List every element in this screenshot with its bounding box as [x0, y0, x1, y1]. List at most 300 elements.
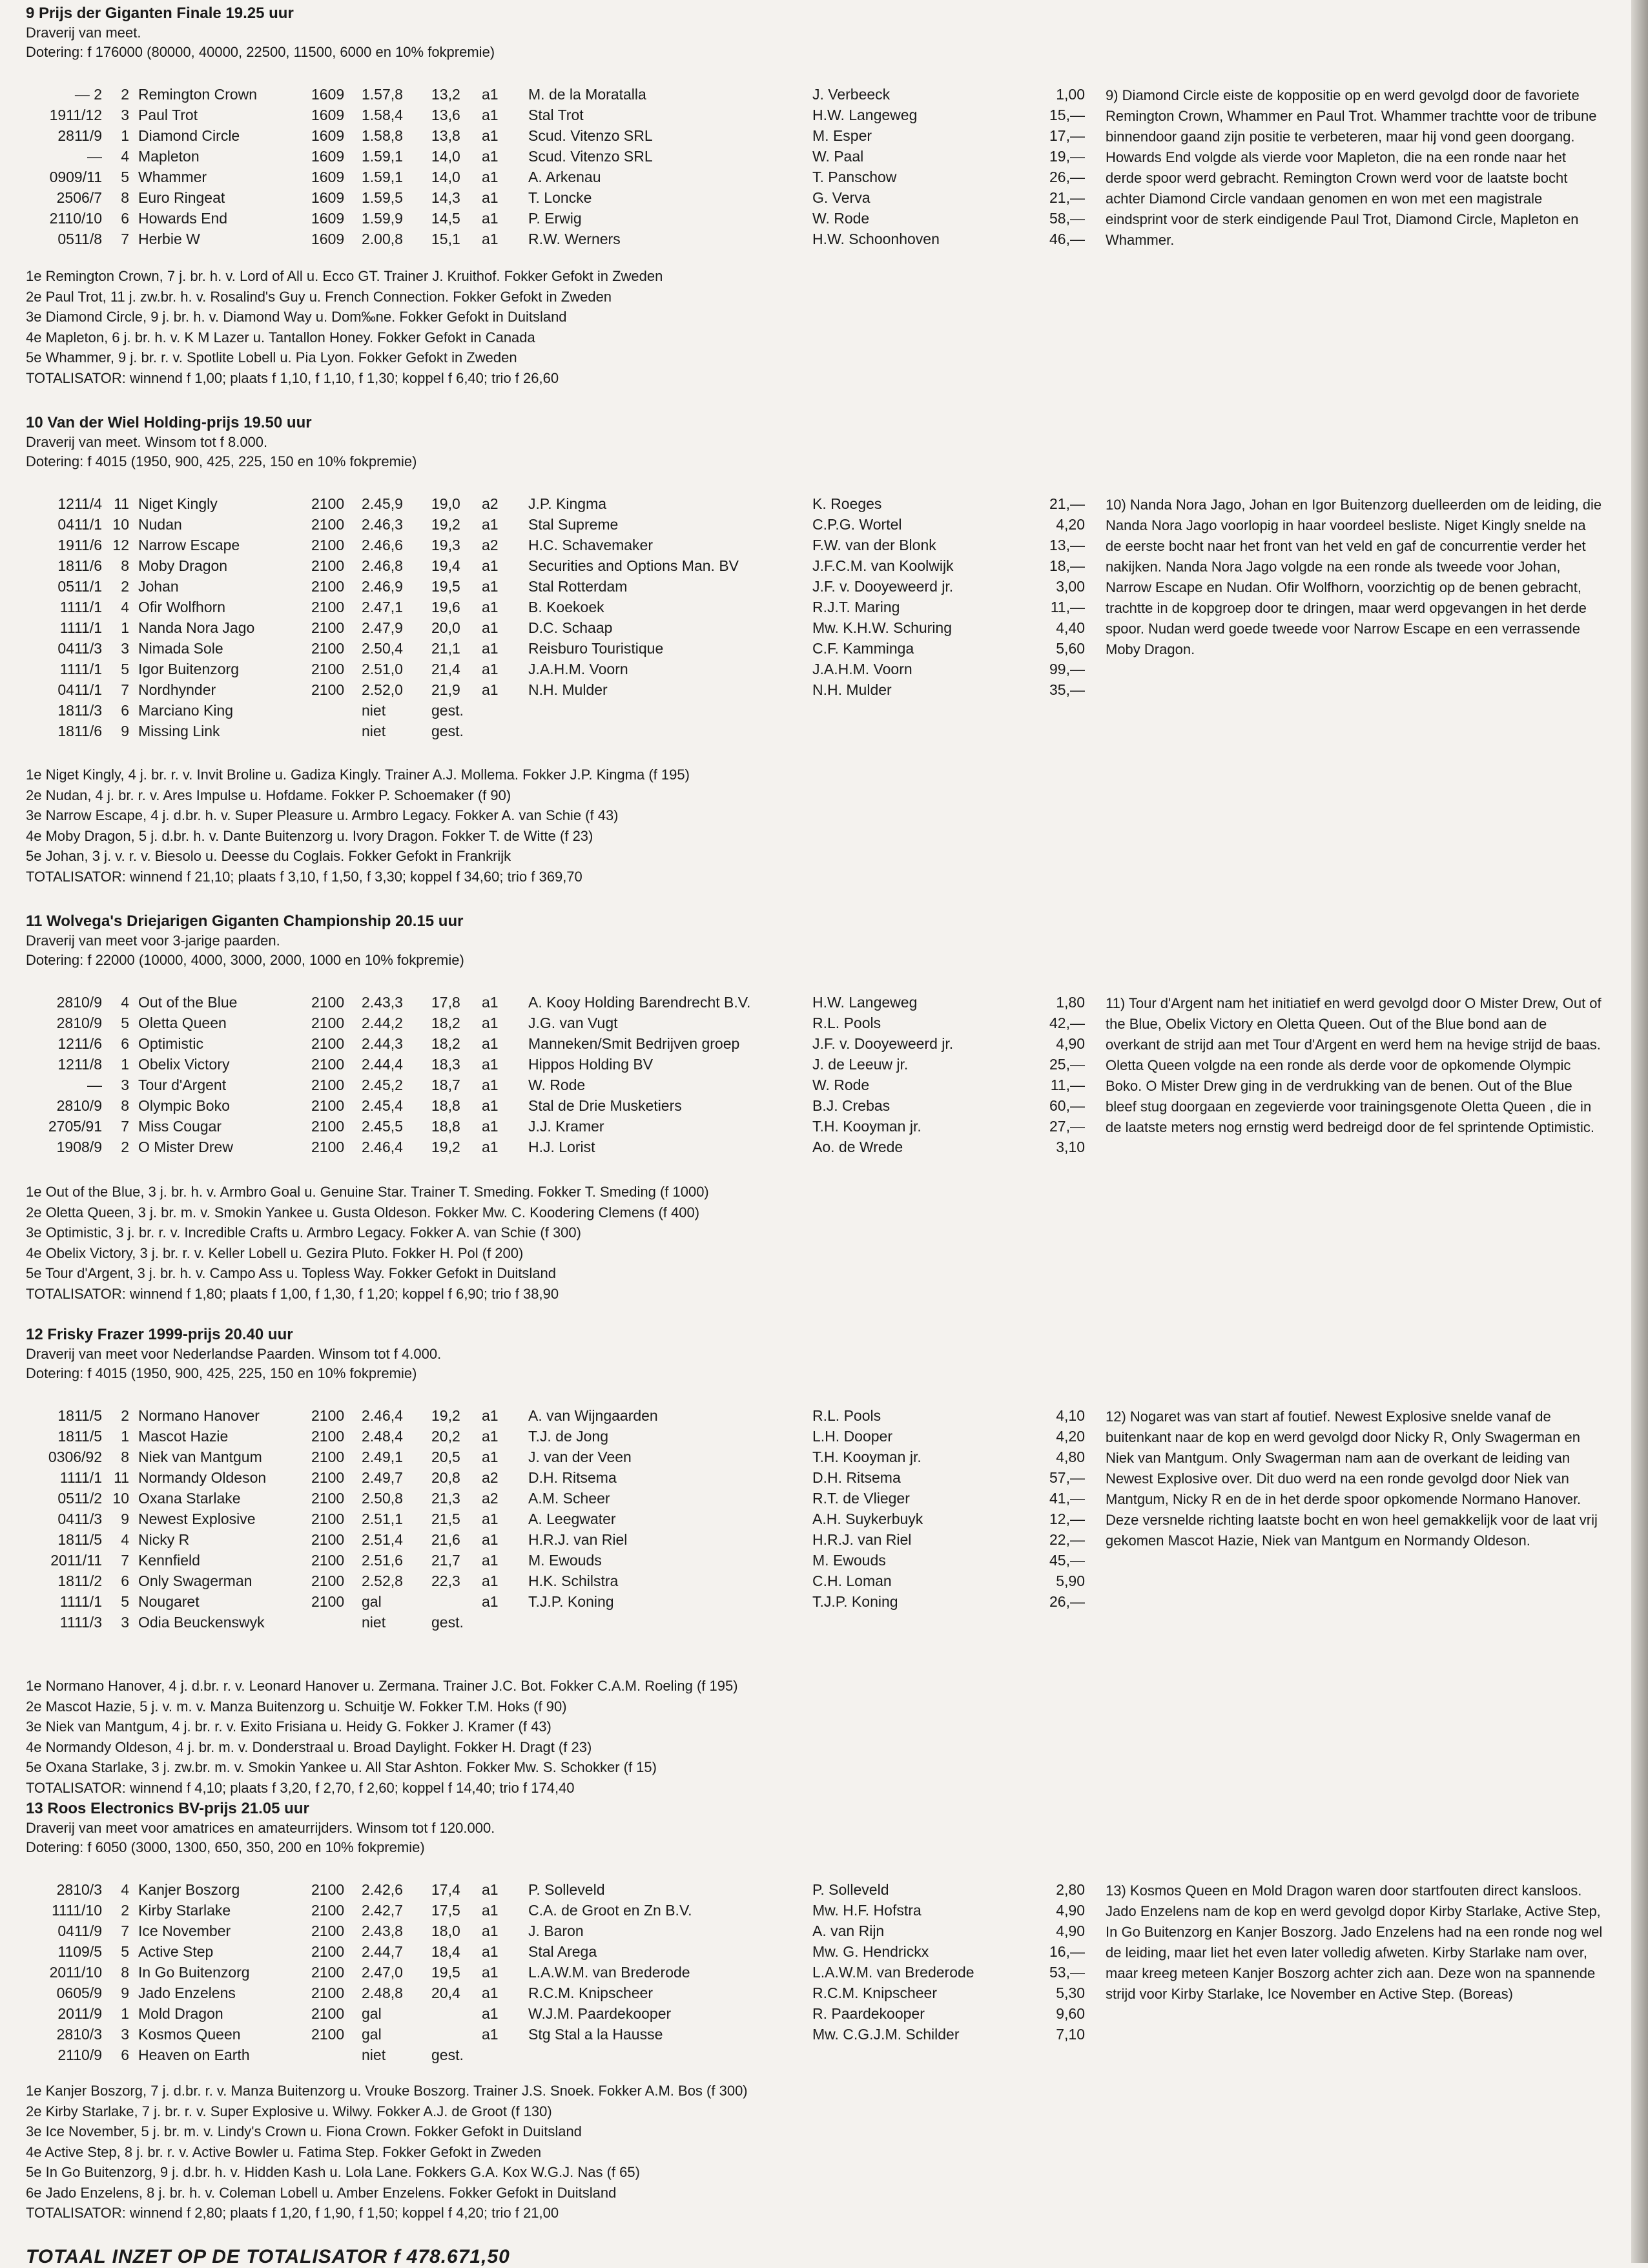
result-horse: Obelix Victory — [138, 1056, 230, 1073]
finisher-detail: 5e Oxana Starlake, 3 j. zw.br. m. v. Smokin Yankee u. All Star Ashton. Fokker Mw. S. Schokker (f 15) — [26, 1759, 657, 1775]
result-horse: Normandy Oldeson — [138, 1469, 267, 1486]
result-driver: W. Rode — [812, 1077, 870, 1093]
result-horse: Mapleton — [138, 148, 200, 165]
race-comment: 10) Nanda Nora Jago, Johan en Igor Buitenzorg duelleerden om de leiding, die Nanda Nora Jago voorlopig in haar voordeel besliste. Niget Kingly snelde na de eerste bocht naar het front van het veld en gaf de concurrentie verder het nakijken. Nanda Nora Jago volgde na een ronde als tweede voor Johan, Narrow Escape en Nudan. Ofir Wolfhorn, voorzichtig op de benen gebracht, trachtte in de kopgroep door te dringen, maar werd opgevangen in het derde spoor. Nudan werd goede tweede voor Narrow Escape en een verrassende Moby Dragon. — [1106, 497, 1602, 657]
result-start: a1 — [482, 189, 499, 206]
result-time: gal — [362, 2026, 382, 2043]
result-time: 2.45,9 — [362, 495, 403, 512]
result-row — [26, 721, 1621, 741]
result-num: 4 — [121, 148, 129, 165]
result-num: 2 — [121, 578, 129, 595]
result-date: 1111/10 — [51, 1902, 102, 1919]
result-time: 2.51,4 — [362, 1531, 403, 1548]
race-purse: Dotering: f 4015 (1950, 900, 425, 225, 150 en 10% fokpremie) — [26, 1365, 417, 1381]
result-kmt: 17,8 — [431, 994, 460, 1011]
result-date: 1111/1 — [59, 1593, 102, 1610]
result-dist: 2100 — [311, 1015, 345, 1031]
result-num: 11 — [114, 495, 129, 512]
result-owner: Manneken/Smit Bedrijven groep — [528, 1035, 740, 1052]
result-driver: C.F. Kamminga — [812, 640, 914, 657]
result-dist: 2100 — [311, 640, 345, 657]
result-date: 1211/6 — [57, 1035, 102, 1052]
result-time: 2.49,7 — [362, 1469, 403, 1486]
result-row — [26, 2045, 1621, 2065]
result-num: 5 — [121, 169, 129, 185]
result-dist: 2100 — [311, 537, 345, 553]
result-horse: Out of the Blue — [138, 994, 238, 1011]
finisher-detail: 3e Ice November, 5 j. br. m. v. Lindy's Crown u. Fiona Crown. Fokker Gefokt in Duitsland — [26, 2123, 582, 2139]
result-odds: 5,60 — [1056, 640, 1085, 657]
result-time: 2.42,7 — [362, 1902, 403, 1919]
result-date: 1111/1 — [59, 661, 102, 677]
result-dist: 2100 — [311, 1552, 345, 1569]
result-dist: 1609 — [311, 169, 345, 185]
result-dist: 2100 — [311, 516, 345, 533]
result-owner: T. Loncke — [528, 189, 592, 206]
finisher-detail: 4e Moby Dragon, 5 j. d.br. h. v. Dante Buitenzorg u. Ivory Dragon. Fokker T. de Witte (f 23) — [26, 827, 593, 844]
result-kmt: 14,0 — [431, 169, 460, 185]
result-driver: R. Paardekooper — [812, 2005, 925, 2022]
result-kmt: 19,2 — [431, 516, 460, 533]
result-horse: Euro Ringeat — [138, 189, 225, 206]
result-date: 2110/10 — [49, 210, 102, 227]
result-driver: T. Panschow — [812, 169, 897, 185]
result-date: 2810/9 — [56, 994, 102, 1011]
result-kmt: 20,5 — [431, 1448, 460, 1465]
result-start: a1 — [482, 1531, 499, 1548]
result-date: 1111/1 — [59, 619, 102, 636]
race-purse: Dotering: f 4015 (1950, 900, 425, 225, 150 en 10% fokpremie) — [26, 453, 417, 469]
result-time: 1.58,4 — [362, 107, 403, 123]
finisher-detail: 5e Whammer, 9 j. br. r. v. Spotlite Lobell u. Pia Lyon. Fokker Gefokt in Zweden — [26, 349, 517, 366]
result-driver: W. Paal — [812, 148, 864, 165]
result-driver: L.H. Dooper — [812, 1428, 893, 1445]
result-owner: J.J. Kramer — [528, 1118, 604, 1135]
finisher-detail: 1e Normano Hanover, 4 j. d.br. r. v. Leonard Hanover u. Zermana. Trainer J.C. Bot. Fokker C.A.M. Roeling (f 195) — [26, 1678, 738, 1694]
result-start: a1 — [482, 1015, 499, 1031]
result-date: 2810/9 — [56, 1015, 102, 1031]
result-dist: 2100 — [311, 1984, 345, 2001]
result-num: 6 — [121, 1572, 129, 1589]
result-dist: 2100 — [311, 1448, 345, 1465]
result-num: 7 — [121, 1923, 129, 1939]
result-kmt: 20,4 — [431, 1984, 460, 2001]
result-dist: 2100 — [311, 1881, 345, 1898]
result-start: a1 — [482, 619, 499, 636]
result-odds: 5,30 — [1056, 1984, 1085, 2001]
result-odds: 13,— — [1049, 537, 1085, 553]
result-horse: Nanda Nora Jago — [138, 619, 255, 636]
result-num: 1 — [121, 127, 129, 144]
finisher-detail: 4e Obelix Victory, 3 j. br. r. v. Keller Lobell u. Gezira Pluto. Fokker H. Pol (f 200) — [26, 1244, 524, 1261]
result-owner: T.J. de Jong — [528, 1428, 609, 1445]
result-time: 2.44,7 — [362, 1943, 403, 1960]
result-date: 1811/5 — [57, 1428, 102, 1445]
result-start: a1 — [482, 994, 499, 1011]
result-time: 2.44,3 — [362, 1035, 403, 1052]
result-horse: Nordhynder — [138, 681, 216, 698]
result-horse: Kosmos Queen — [138, 2026, 241, 2043]
result-date: 0306/92 — [48, 1448, 102, 1465]
result-time: 2.52,0 — [362, 681, 403, 698]
result-time: 1.58,8 — [362, 127, 403, 144]
result-owner: J. Baron — [528, 1923, 584, 1939]
result-horse: Olympic Boko — [138, 1097, 230, 1114]
result-odds: 16,— — [1049, 1943, 1085, 1960]
result-horse: Nicky R — [138, 1531, 190, 1548]
result-odds: 99,— — [1049, 661, 1085, 677]
race-title: 13 Roos Electronics BV-prijs 21.05 uur — [26, 1800, 309, 1817]
result-date: 2506/7 — [56, 189, 102, 206]
result-dist: 1609 — [311, 127, 345, 144]
result-date: 2011/9 — [57, 2005, 102, 2022]
result-owner: D.C. Schaap — [528, 619, 613, 636]
race-conditions: Draverij van meet voor amatrices en amateurrijders. Winsom tot f 120.000. — [26, 1820, 495, 1836]
result-odds: 58,— — [1049, 210, 1085, 227]
race-conditions: Draverij van meet. — [26, 25, 141, 41]
result-num: 1 — [121, 1056, 129, 1073]
result-odds: 21,— — [1049, 495, 1085, 512]
result-date: 2705/91 — [48, 1118, 102, 1135]
result-row — [26, 2024, 1621, 2045]
result-driver: W. Rode — [812, 210, 870, 227]
result-horse: Nougaret — [138, 1593, 200, 1610]
result-horse: Diamond Circle — [138, 127, 240, 144]
result-owner: Stal Supreme — [528, 516, 619, 533]
result-owner: Scud. Vitenzo SRL — [528, 127, 653, 144]
result-num: 4 — [121, 994, 129, 1011]
result-date: 1111/3 — [59, 1614, 102, 1631]
result-odds: 57,— — [1049, 1469, 1085, 1486]
result-num: 2 — [121, 1139, 129, 1155]
result-start: a1 — [482, 169, 499, 185]
race-comment: 12) Nogaret was van start af foutief. Newest Explosive snelde vanaf de buitenkant naar de kop en werd gevolgd door Nicky R, Only Swagerman en Niek van Mantgum. Only Swagerman nam aan de overkant de leiding van Newest Explosive over. Dit duo werd na een ronde gevolgd door Niek van Mantgum, Nicky R en de in het derde spoor opkomende Normano Hanover. Deze versnelde richting laatste bocht en won heel gemakkelijk voor de laat vrij gekomen Mascot Hazie, Niek van Mantgum en Normandy Oldeson. — [1106, 1408, 1598, 1549]
result-date: 2810/3 — [56, 1881, 102, 1898]
result-row — [26, 659, 1621, 679]
result-num: 4 — [121, 1881, 129, 1898]
result-start: a1 — [482, 1943, 499, 1960]
totalisator-line: TOTALISATOR: winnend f 1,80; plaats f 1,00, f 1,30, f 1,20; koppel f 6,90; trio f 38,90 — [26, 1285, 559, 1302]
result-date: 2011/11 — [50, 1552, 102, 1569]
result-kmt: 14,0 — [431, 148, 460, 165]
race-comment: 9) Diamond Circle eiste de koppositie op en werd gevolgd door de favoriete Remington Crown, Whammer en Paul Trot. Whammer trachtte voor de tribune binnendoor gaand zijn positie te verbeteren, maar hij vond geen doorgang. Howards End volgde als vierde voor Mapleton, die na een ronde naar het derde spoor werd gebracht. Remington Crown werd voor de laatste bocht achter Diamond Circle vandaan genomen en won met een magistrale eindsprint voor de sterk eindigende Paul Trot, Diamond Circle, Mapleton en Whammer. — [1106, 87, 1597, 248]
finisher-detail: 1e Remington Crown, 7 j. br. h. v. Lord of All u. Ecco GT. Trainer J. Kruithof. Fokker Gefokt in Zweden — [26, 268, 663, 284]
result-driver: A. van Rijn — [812, 1923, 885, 1939]
result-driver: J.A.H.M. Voorn — [812, 661, 912, 677]
finisher-detail: 6e Jado Enzelens, 8 j. br. h. v. Coleman Lobell u. Amber Enzelens. Fokker Gefokt in Duitsland — [26, 2184, 617, 2201]
result-date: 1811/3 — [57, 702, 102, 719]
result-horse: O Mister Drew — [138, 1139, 233, 1155]
finisher-detail: 3e Niek van Mantgum, 4 j. br. r. v. Exito Frisiana u. Heidy G. Fokker J. Kramer (f 43) — [26, 1718, 551, 1735]
result-start: a1 — [482, 2005, 499, 2022]
finisher-detail: 1e Niget Kingly, 4 j. br. r. v. Invit Broline u. Gadiza Kingly. Trainer A.J. Mollema. Fokker J.P. Kingma (f 195) — [26, 767, 690, 783]
result-driver: T.J.P. Koning — [812, 1593, 898, 1610]
result-owner: R.W. Werners — [528, 231, 621, 247]
result-owner: W.J.M. Paardekooper — [528, 2005, 672, 2022]
result-time: 1.59,1 — [362, 148, 403, 165]
result-num: 2 — [121, 86, 129, 103]
result-start: a1 — [482, 1035, 499, 1052]
finisher-detail: 1e Out of the Blue, 3 j. br. h. v. Armbro Goal u. Genuine Star. Trainer T. Smeding. Fokker T. Smeding (f 1000) — [26, 1184, 709, 1200]
result-date: 0909/11 — [49, 169, 102, 185]
result-row — [26, 700, 1621, 721]
result-start: a1 — [482, 86, 499, 103]
result-num: 7 — [121, 1552, 129, 1569]
result-horse: Johan — [138, 578, 179, 595]
result-kmt: 19,5 — [431, 578, 460, 595]
result-num: 7 — [121, 231, 129, 247]
result-driver: D.H. Ritsema — [812, 1469, 901, 1486]
result-driver: Mw. G. Hendrickx — [812, 1943, 929, 1960]
result-odds: 35,— — [1049, 681, 1085, 698]
result-owner: M. Ewouds — [528, 1552, 602, 1569]
result-num: 12 — [112, 537, 129, 553]
result-num: 9 — [121, 1984, 129, 2001]
result-time: 2.48,8 — [362, 1984, 403, 2001]
result-num: 1 — [121, 1428, 129, 1445]
race-10 — [26, 413, 1621, 885]
result-dist: 2100 — [311, 2005, 345, 2022]
race-purse: Dotering: f 6050 (3000, 1300, 650, 350, 200 en 10% fokpremie) — [26, 1839, 425, 1855]
result-dist: 2100 — [311, 1097, 345, 1114]
result-driver: J.F. v. Dooyeweerd jr. — [812, 578, 954, 595]
race-conditions: Draverij van meet voor 3-jarige paarden. — [26, 933, 280, 949]
result-odds: 53,— — [1049, 1964, 1085, 1981]
result-odds: 4,40 — [1056, 619, 1085, 636]
result-start: a1 — [482, 557, 499, 574]
result-horse: Paul Trot — [138, 107, 198, 123]
race-comment: 11) Tour d'Argent nam het initiatief en werd gevolgd door O Mister Drew, Out of the Blue, Obelix Victory en Oletta Queen. Out of the Blue bond aan de overkant de strijd aan met Tour d'Argent en werd hem na hevige strijd de baas. Oletta Queen volgde na een ronde als derde voor de opkomende Olympic Boko. O Mister Drew ging in de verdrukking van de benen. Out of the Blue bleef stug doorgaan en zegevierde voor trainingsgenote Oletta Queen , die in de laatste meters nog ernstig werd bedreigd door de fel sprintende Optimistic. — [1106, 995, 1602, 1135]
result-horse: Jado Enzelens — [138, 1984, 236, 2001]
result-kmt: gest. — [431, 2046, 464, 2063]
result-time: gal — [362, 2005, 382, 2022]
result-odds: 45,— — [1049, 1552, 1085, 1569]
result-horse: Newest Explosive — [138, 1510, 256, 1527]
result-owner: J.P. Kingma — [528, 495, 607, 512]
result-kmt: 18,8 — [431, 1097, 460, 1114]
result-kmt: 21,3 — [431, 1490, 460, 1507]
result-dist: 2100 — [311, 1572, 345, 1589]
result-driver: J.F.C.M. van Koolwijk — [812, 557, 954, 574]
result-date: 1811/5 — [57, 1531, 102, 1548]
result-odds: 5,90 — [1056, 1572, 1085, 1589]
result-date: — 2 — [74, 86, 102, 103]
result-owner: Stal Rotterdam — [528, 578, 628, 595]
result-start: a1 — [482, 1923, 499, 1939]
result-start: a1 — [482, 1572, 499, 1589]
result-num: 3 — [121, 2026, 129, 2043]
result-time: 2.45,2 — [362, 1077, 403, 1093]
result-time: 2.50,4 — [362, 640, 403, 657]
result-owner: H.R.J. van Riel — [528, 1531, 628, 1548]
result-owner: Stal Arega — [528, 1943, 597, 1960]
result-odds: 2,80 — [1056, 1881, 1085, 1898]
result-driver: R.J.T. Maring — [812, 599, 900, 615]
result-odds: 3,10 — [1056, 1139, 1085, 1155]
result-dist: 2100 — [311, 1407, 345, 1424]
result-dist: 2100 — [311, 599, 345, 615]
result-num: 5 — [121, 1015, 129, 1031]
result-dist: 2100 — [311, 1428, 345, 1445]
result-horse: Nudan — [138, 516, 182, 533]
result-time: 1.59,5 — [362, 189, 403, 206]
result-time: 2.45,4 — [362, 1097, 403, 1114]
result-driver: R.L. Pools — [812, 1015, 881, 1031]
result-date: 1811/6 — [57, 723, 102, 739]
page-binding-shadow — [1631, 0, 1648, 2263]
result-num: 8 — [121, 189, 129, 206]
result-num: 4 — [121, 599, 129, 615]
result-row — [26, 679, 1621, 700]
result-kmt: 19,5 — [431, 1964, 460, 1981]
result-start: a1 — [482, 1097, 499, 1114]
result-start: a1 — [482, 2026, 499, 2043]
result-date: 0605/9 — [56, 1984, 102, 2001]
result-horse: Miss Cougar — [138, 1118, 222, 1135]
result-driver: M. Ewouds — [812, 1552, 886, 1569]
result-kmt: 13,6 — [431, 107, 460, 123]
result-kmt: 19,2 — [431, 1407, 460, 1424]
result-start: a1 — [482, 1881, 499, 1898]
result-odds: 15,— — [1049, 107, 1085, 123]
result-horse: Odia Beuckenswyk — [138, 1614, 265, 1631]
result-date: 0511/2 — [57, 1490, 102, 1507]
finishers-details — [26, 765, 690, 887]
result-kmt: 19,6 — [431, 599, 460, 615]
result-num: 9 — [121, 1510, 129, 1527]
result-dist: 2100 — [311, 1943, 345, 1960]
result-driver: R.T. de Vlieger — [812, 1490, 910, 1507]
finisher-detail: 2e Paul Trot, 11 j. zw.br. h. v. Rosalind's Guy u. French Connection. Fokker Gefokt in Zweden — [26, 288, 612, 305]
result-num: 5 — [121, 1593, 129, 1610]
result-dist: 2100 — [311, 1077, 345, 1093]
result-date: 2811/9 — [57, 127, 102, 144]
result-driver: L.A.W.M. van Brederode — [812, 1964, 974, 1981]
result-time: 2.46,3 — [362, 516, 403, 533]
result-time: 2.43,8 — [362, 1923, 403, 1939]
result-num: 1 — [121, 2005, 129, 2022]
result-num: 6 — [121, 702, 129, 719]
result-driver: B.J. Crebas — [812, 1097, 891, 1114]
result-time: 2.47,0 — [362, 1964, 403, 1981]
result-start: a1 — [482, 661, 499, 677]
result-kmt: gest. — [431, 723, 464, 739]
result-driver: P. Solleveld — [812, 1881, 889, 1898]
result-row — [26, 1612, 1621, 1633]
result-date: 0511/1 — [57, 578, 102, 595]
result-horse: Marciano King — [138, 702, 234, 719]
result-horse: In Go Buitenzorg — [138, 1964, 250, 1981]
result-time: niet — [362, 723, 386, 739]
result-horse: Only Swagerman — [138, 1572, 252, 1589]
result-owner: J. van der Veen — [528, 1448, 632, 1465]
result-odds: 17,— — [1049, 127, 1085, 144]
result-date: 1811/5 — [57, 1407, 102, 1424]
result-start: a1 — [482, 640, 499, 657]
race-purse: Dotering: f 176000 (80000, 40000, 22500, 11500, 6000 en 10% fokpremie) — [26, 44, 495, 60]
totalisator-line: TOTALISATOR: winnend f 1,00; plaats f 1,10, f 1,10, f 1,30; koppel f 6,40; trio f 26,60 — [26, 369, 559, 386]
result-kmt: 21,7 — [431, 1552, 460, 1569]
result-time: niet — [362, 2046, 386, 2063]
result-start: a2 — [482, 537, 499, 553]
result-num: 10 — [112, 516, 129, 533]
result-num: 5 — [121, 661, 129, 677]
result-owner: A. van Wijngaarden — [528, 1407, 658, 1424]
race-11 — [26, 912, 1621, 1302]
result-dist: 2100 — [311, 1593, 345, 1610]
result-dist: 2100 — [311, 1035, 345, 1052]
result-horse: Nimada Sole — [138, 640, 223, 657]
result-kmt: 20,2 — [431, 1428, 460, 1445]
race-9 — [26, 4, 1621, 386]
result-dist: 1609 — [311, 107, 345, 123]
totalisator-line: TOTALISATOR: winnend f 2,80; plaats f 1,20, f 1,90, f 1,50; koppel f 4,20; trio f 21,00 — [26, 2205, 559, 2221]
result-time: 2.46,8 — [362, 557, 403, 574]
result-num: 6 — [121, 1035, 129, 1052]
result-kmt: 14,3 — [431, 189, 460, 206]
result-time: 1.59,9 — [362, 210, 403, 227]
result-start: a1 — [482, 1984, 499, 2001]
result-odds: 26,— — [1049, 1593, 1085, 1610]
result-odds: 42,— — [1049, 1015, 1085, 1031]
result-time: 1.57,8 — [362, 86, 403, 103]
result-dist: 1609 — [311, 210, 345, 227]
result-owner: H.C. Schavemaker — [528, 537, 654, 553]
result-num: 5 — [121, 1943, 129, 1960]
result-num: 6 — [121, 2046, 129, 2063]
result-odds: 11,— — [1050, 1077, 1085, 1093]
result-driver: T.H. Kooyman jr. — [812, 1448, 922, 1465]
finisher-detail: 2e Kirby Starlake, 7 j. br. r. v. Super Explosive u. Wilwy. Fokker A.J. de Groot (f 130) — [26, 2103, 552, 2119]
result-owner: Scud. Vitenzo SRL — [528, 148, 653, 165]
result-row — [26, 1550, 1621, 1571]
result-date: 1211/4 — [57, 495, 102, 512]
result-date: 2110/9 — [57, 2046, 102, 2063]
result-date: 2810/9 — [56, 1097, 102, 1114]
result-horse: Remington Crown — [138, 86, 258, 103]
result-owner: T.J.P. Koning — [528, 1593, 614, 1610]
result-odds: 7,10 — [1056, 2026, 1085, 2043]
result-horse: Mascot Hazie — [138, 1428, 229, 1445]
finisher-detail: 3e Narrow Escape, 4 j. d.br. h. v. Super Pleasure u. Armbro Legacy. Fokker A. van Schie (f 43) — [26, 807, 619, 823]
result-odds: 4,10 — [1056, 1407, 1085, 1424]
result-owner: M. de la Moratalla — [528, 86, 646, 103]
totalisator-line: TOTALISATOR: winnend f 21,10; plaats f 3,10, f 1,50, f 3,30; koppel f 34,60; trio f 369,70 — [26, 868, 582, 885]
result-date: 1911/6 — [57, 537, 102, 553]
result-odds: 26,— — [1049, 169, 1085, 185]
race-purse: Dotering: f 22000 (10000, 4000, 3000, 2000, 1000 en 10% fokpremie) — [26, 952, 464, 968]
result-date: 1811/2 — [57, 1572, 102, 1589]
result-dist: 2100 — [311, 557, 345, 574]
result-odds: 25,— — [1049, 1056, 1085, 1073]
result-kmt: gest. — [431, 702, 464, 719]
result-kmt: 19,0 — [431, 495, 460, 512]
result-time: 2.49,1 — [362, 1448, 403, 1465]
result-driver: F.W. van der Blonk — [812, 537, 936, 553]
finisher-detail: 4e Normandy Oldeson, 4 j. br. m. v. Donderstraal u. Broad Daylight. Fokker H. Dragt (f 23) — [26, 1738, 592, 1755]
result-start: a1 — [482, 148, 499, 165]
result-driver: J. Verbeeck — [812, 86, 891, 103]
result-dist: 2100 — [311, 1490, 345, 1507]
result-start: a1 — [482, 1510, 499, 1527]
result-date: 2810/3 — [56, 2026, 102, 2043]
finishers-details — [26, 2081, 748, 2223]
result-horse: Mold Dragon — [138, 2005, 223, 2022]
result-start: a1 — [482, 1902, 499, 1919]
result-dist: 2100 — [311, 1923, 345, 1939]
result-num: 10 — [112, 1490, 129, 1507]
result-start: a1 — [482, 1964, 499, 1981]
